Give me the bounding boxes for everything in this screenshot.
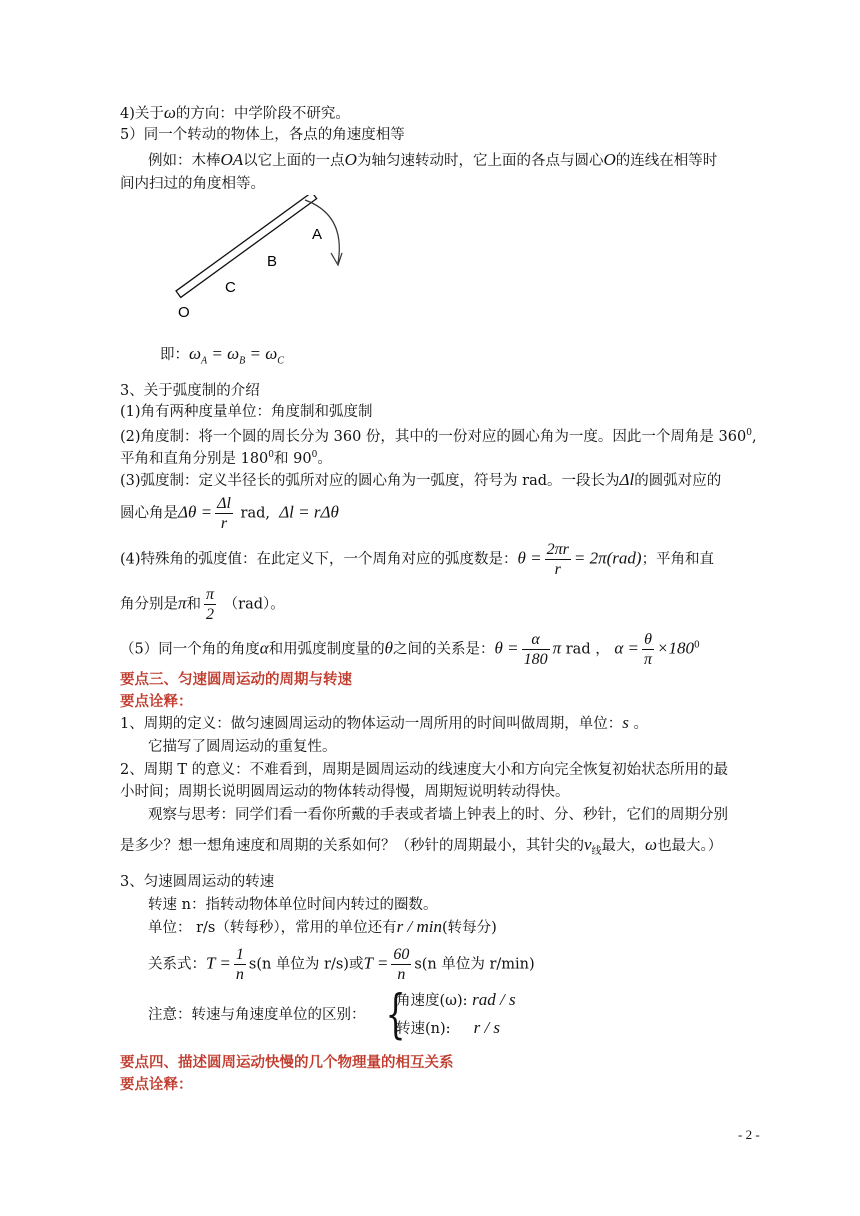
text: 平角和直角分别是 180 [120, 450, 269, 467]
text: s(n 单位为 r/s)或 [248, 956, 364, 973]
radian-p3b: 圆心角是Δθ = $\frac{\Delta l}{r}$ rad, Δl = rΔθ [120, 495, 339, 532]
period-meaning: 2、周期 T 的意义：不难看到，周期是圆周运动的线速度大小和方向完全恢复初始状态所用的最 [120, 762, 729, 778]
text: (2)角度制：将一个圆的周长分为 360 份，其中的一份对应的圆心角为一度。因此一个周角是 360 [120, 428, 747, 445]
text: 即： [160, 347, 189, 363]
radian-p3: (3)弧度制：定义半径长的弧所对应的圆心角为一弧度，符号为 rad。一段长为Δl的圆弧对应的 [120, 470, 722, 489]
text: 4)关于 [120, 106, 164, 122]
radian-p1: (1)角有两种度量单位：角度制和弧度制 [120, 404, 373, 420]
omega-equality: 即：$\omega_A = \omega_B = \omega_C$ [160, 344, 284, 367]
same-omega-line: 5）同一个转动的物体上，各点的角速度相等 [120, 127, 405, 143]
radian-p2: (2)角度制：将一个圆的周长分为 360 份，其中的一份对应的圆心角为一度。因此一个周角是 $360^0$, [120, 428, 757, 445]
text: 之间的关系是： [393, 641, 495, 658]
text: （rad）。 [223, 596, 285, 613]
n-unit: 转速(n): r / s [396, 1018, 501, 1037]
radian-p5: （5）同一个角的角度α和用弧度制度量的θ之间的关系是：θ = $\frac{\alpha}{180}$ π rad ， α = $\frac{\theta}{\pi}$ $\times 180^0$ [120, 631, 700, 668]
speed-def: 转速 n：指转动物体单位时间内转过的圈数。 [148, 897, 438, 913]
unit-note: 注意：转速与角速度单位的区别： [148, 1007, 366, 1023]
period-meaning-2: 小时间；周期长说明圆周运动的物体转动得慢，周期短说明转动得快。 [120, 784, 570, 800]
omega-unit: 角速度(ω): rad / s [396, 990, 516, 1009]
heading-explain-2: 要点诠释： [120, 1076, 193, 1093]
text: 和 90 [274, 450, 312, 467]
text: rad ， [565, 641, 610, 658]
radian-p4: (4)特殊角的弧度值：在此定义下，一个周角对应的弧度数是：θ = $\frac{2\pi r}{r}$ = 2π(rad)；平角和直 [120, 541, 715, 578]
example-line: 例如：木棒OA以它上面的一点O为轴匀速转动时，它上面的各点与圆心O的连线在相等时 [148, 150, 718, 169]
text: 1、周期的定义：做匀速圆周运动的物体运动一周所用的时间叫做周期，单位： [120, 716, 623, 732]
text: 的连线在相等时 [615, 153, 718, 169]
observe-line-2: 是多少？想一想角速度和周期的关系如何？（秒针的周期最小，其针尖的$v_线$最大，ω也最大。） [120, 835, 723, 857]
heading-period: 要点三、匀速圆周运动的周期与转速 [120, 671, 352, 688]
section-radian: 3、关于弧度制的介绍 [120, 383, 260, 399]
text: 为轴匀速转动时，它上面的各点与圆心 [356, 153, 604, 169]
text: 最大， [601, 838, 646, 854]
heading-explain-1: 要点诠释： [120, 693, 193, 710]
radian-p2b: 平角和直角分别是 $180^0$和 $90^0$。 [120, 450, 332, 467]
text: 关系式： [148, 956, 206, 973]
period-desc: 它描写了圆周运动的重复性。 [148, 739, 337, 755]
text: 转速(n): [396, 1021, 451, 1037]
text: ；平角和直 [641, 551, 715, 568]
label-b: B [267, 253, 278, 270]
text: 单位： r/s（转每秒），常用的单位还有 [148, 920, 397, 936]
text: 的方向：中学阶段不研究。 [175, 106, 350, 122]
text: 圆心角是 [120, 505, 178, 522]
left-brace: { [385, 985, 406, 1045]
radian-p4b: 角分别是π和 $\frac{\pi}{2}$ （rad）。 [120, 586, 285, 623]
observe-line: 观察与思考：同学们看一看你所戴的手表或者墙上钟表上的时、分、秒针，它们的周期分别 [148, 807, 728, 823]
text: （5）同一个角的角度 [120, 641, 260, 658]
text: s(n 单位为 r/min) [414, 956, 535, 973]
omega-direction-line: 4)关于ω的方向：中学阶段不研究。 [120, 103, 350, 122]
example-line-2: 间内扫过的角度相等。 [120, 176, 265, 192]
label-a: A [312, 226, 323, 243]
text: 和用弧度制度量的 [268, 641, 385, 658]
speed-relation: 关系式：T = $\frac{1}{n}$ s(n 单位为 r/s)或T = $\frac{60}{n}$ s(n 单位为 r/min) [148, 946, 535, 983]
text: (转每分) [441, 920, 497, 936]
text: (3)弧度制：定义半径长的弧所对应的圆心角为一弧度，符号为 rad。一段长为 [120, 473, 620, 489]
text: 角分别是 [120, 596, 178, 613]
text: 也最大。） [657, 838, 723, 854]
label-c: C [225, 279, 236, 296]
text: 的圆弧对应的 [634, 473, 722, 489]
text: rad, [240, 505, 270, 522]
speed-unit: 单位： r/s（转每秒），常用的单位还有r / min(转每分) [148, 917, 497, 936]
text: (4)特殊角的弧度值：在此定义下，一个周角对应的弧度数是： [120, 551, 518, 568]
heading-relations: 要点四、描述圆周运动快慢的几个物理量的相互关系 [120, 1054, 454, 1071]
text: 以它上面的一点 [243, 153, 345, 169]
text: 角速度(ω): [396, 993, 468, 1009]
text: 例如：木棒 [148, 153, 221, 169]
page-number: - 2 - [738, 1127, 760, 1142]
speed-heading: 3、匀速圆周运动的转速 [120, 874, 275, 890]
rotating-rod-figure [168, 195, 368, 325]
period-def: 1、周期的定义：做匀速圆周运动的物体运动一周所用的时间叫做周期，单位：s 。 [120, 713, 648, 732]
label-o: O [178, 304, 190, 321]
text: 是多少？想一想角速度和周期的关系如何？（秒针的周期最小，其针尖的 [120, 838, 584, 854]
